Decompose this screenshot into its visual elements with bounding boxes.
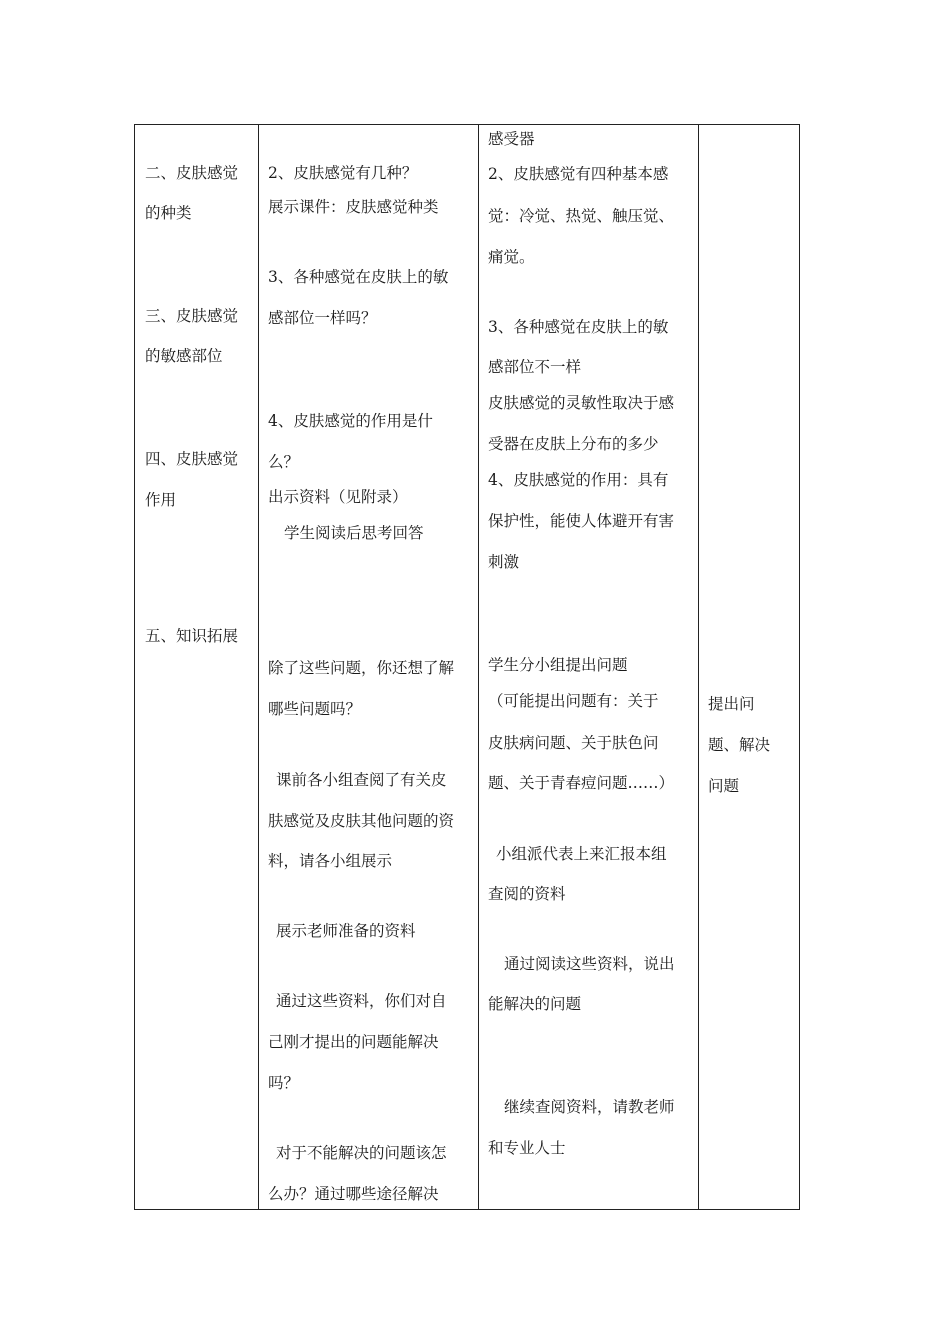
lesson-table — [134, 124, 800, 1210]
text-line: 题、关于青春痘问题……） — [488, 774, 675, 792]
text-line: 受器在皮肤上分布的多少 — [488, 435, 659, 453]
section-title: 二、皮肤感觉 — [145, 164, 239, 182]
text-line: 小组派代表上来汇报本组 — [496, 845, 667, 863]
text-line: 么办？通过哪些途径解决 — [268, 1185, 439, 1203]
text-line: 肤感觉及皮肤其他问题的资 — [268, 812, 455, 830]
section-title: 的敏感部位 — [145, 347, 223, 365]
text-line: 感部位不一样 — [488, 358, 582, 376]
teacher-activity-column — [259, 125, 478, 1209]
text-line: 保护性，能使人体避开有害 — [488, 512, 675, 530]
section-column — [135, 125, 258, 1209]
text-line: 出示资料（见附录） — [268, 488, 408, 506]
text-line: （可能提出问题有：关于 — [488, 692, 659, 710]
text-line: 学生分小组提出问题 — [488, 656, 628, 674]
text-line: 料，请各小组展示 — [268, 852, 393, 870]
text-line: 么？ — [268, 453, 300, 471]
section-title: 作用 — [145, 491, 177, 509]
text-line: 皮肤感觉的灵敏性取决于感 — [488, 394, 675, 412]
text-line: 学生阅读后思考回答 — [284, 524, 424, 542]
text-line: 感部位一样吗？ — [268, 309, 377, 327]
text-line: 3、各种感觉在皮肤上的敏 — [488, 318, 669, 336]
text-line: 题、解决 — [708, 736, 771, 754]
text-line: 感受器 — [488, 130, 535, 148]
text-line: 吗？ — [268, 1074, 300, 1092]
text-line: 4、皮肤感觉的作用：具有 — [488, 471, 669, 489]
text-line: 觉：冷觉、热觉、触压觉、 — [488, 207, 675, 225]
text-line: 2、皮肤感觉有四种基本感 — [488, 165, 669, 183]
text-line: 己刚才提出的问题能解决 — [268, 1033, 439, 1051]
text-line: 皮肤病问题、关于肤色问 — [488, 734, 659, 752]
text-line: 查阅的资料 — [488, 885, 566, 903]
text-line: 和专业人士 — [488, 1139, 566, 1157]
text-line: 3、各种感觉在皮肤上的敏 — [268, 268, 449, 286]
text-line: 除了这些问题，你还想了解 — [268, 659, 455, 677]
text-line: 提出问 — [708, 695, 755, 713]
text-line: 4、皮肤感觉的作用是什 — [268, 412, 433, 430]
text-line: 能解决的问题 — [488, 995, 582, 1013]
text-line: 问题 — [708, 777, 740, 795]
text-line: 刺激 — [488, 553, 520, 571]
text-line: 课前各小组查阅了有关皮 — [276, 771, 447, 789]
text-line: 哪些问题吗？ — [268, 700, 362, 718]
intent-column — [699, 125, 800, 1209]
text-line: 对于不能解决的问题该怎 — [276, 1144, 447, 1162]
text-line: 痛觉。 — [488, 248, 535, 266]
section-title: 的种类 — [145, 204, 192, 222]
student-activity-column — [479, 125, 698, 1209]
text-line: 继续查阅资料，请教老师 — [504, 1098, 675, 1116]
section-title: 三、皮肤感觉 — [145, 307, 239, 325]
text-line: 展示课件：皮肤感觉种类 — [268, 198, 439, 216]
text-line: 通过阅读这些资料，说出 — [504, 955, 675, 973]
section-title: 五、知识拓展 — [145, 627, 239, 645]
text-line: 通过这些资料，你们对自 — [276, 992, 447, 1010]
section-title: 四、皮肤感觉 — [145, 450, 239, 468]
text-line: 展示老师准备的资料 — [276, 922, 416, 940]
text-line: 2、皮肤感觉有几种？ — [268, 164, 418, 182]
